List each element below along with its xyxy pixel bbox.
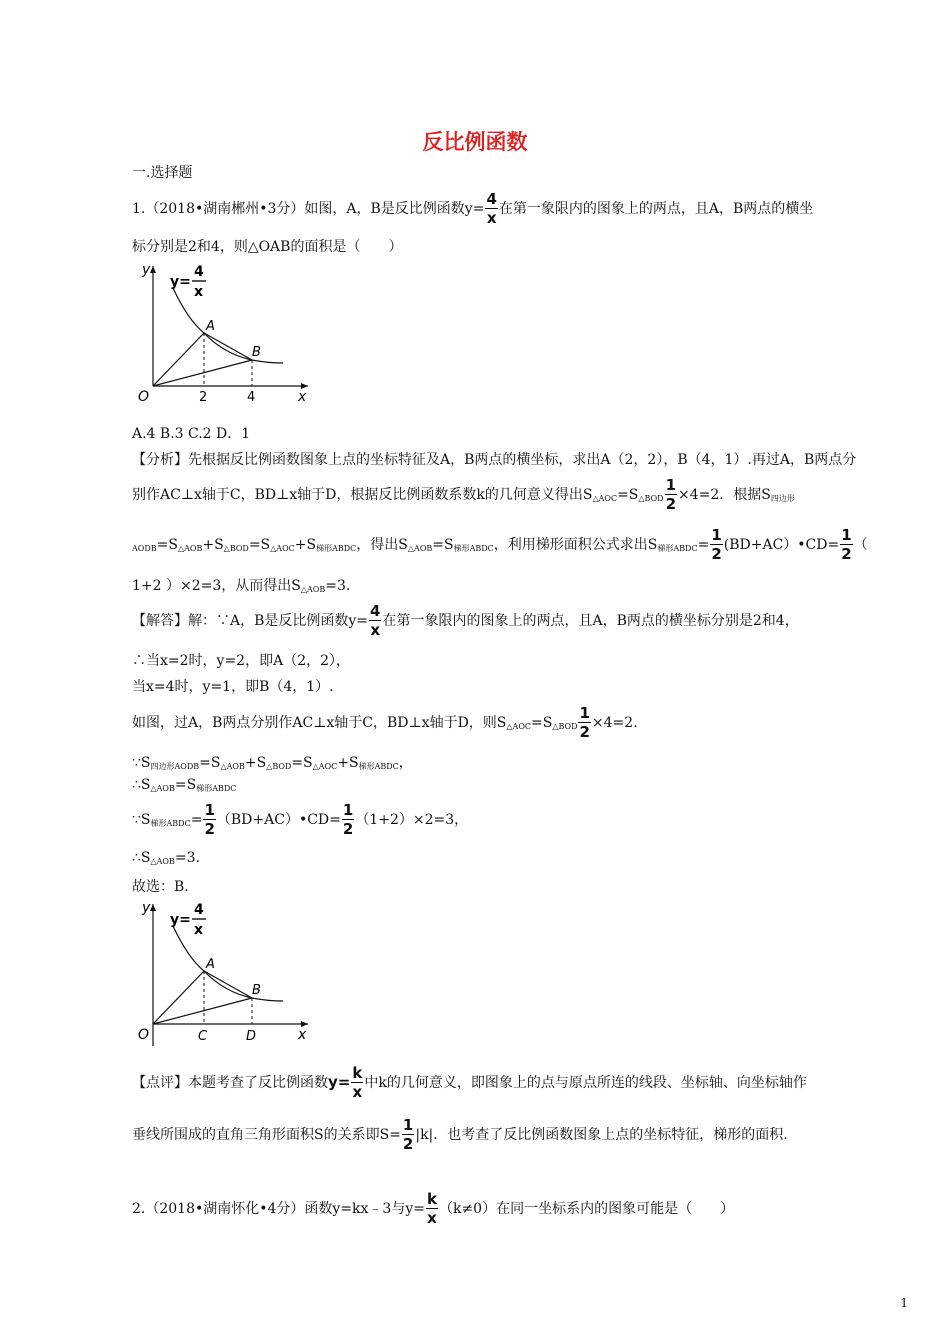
svg-text:4: 4: [194, 264, 204, 280]
question-1-line-2: 标分别是2和4，则△OAB的面积是（ ）: [132, 239, 403, 255]
svg-text:x: x: [298, 389, 307, 405]
question-1-line-1: 1.（2018•湖南郴州•3分）如图，A，B是反比例函数y= $\frac{4}{x}$ 在第一象限内的图象上的两点，且A，B两点的横坐: [132, 190, 814, 227]
solution-line-7: $\because S_{梯形ABDC}=$ $\frac{1}{2}$ （BD+AC）•CD= $\frac{1}{2}$ （1+2）×2=3，: [132, 801, 469, 838]
fraction-half: $\frac{1}{2}$: [342, 801, 354, 838]
solution-line-1: 【解答】解：∵A，B是反比例函数y= $\frac{4}{x}$ 在第一象限内的图象上的两点，且A，B两点的横坐标分别是2和4，: [132, 602, 799, 639]
fraction-half: $\frac{1}{2}$: [402, 1116, 414, 1153]
question-1-options: A.4 B.3 C.2 D．1: [132, 426, 251, 442]
fraction-4-over-x: $\frac{4}{x}$: [486, 190, 497, 227]
fraction-half: $\frac{1}{2}$: [204, 801, 215, 838]
fraction-half: $\frac{1}{2}$: [841, 526, 852, 563]
solution-line-2: ∴当x=2时，y=2，即A（2，2），: [132, 653, 351, 669]
graph-2: [128, 896, 318, 1048]
comment-line-1: 【点评】本题考查了反比例函数y= $\frac{k}{x}$ 中k的几何意义，即图象上的点与原点所连的线段、坐标轴、向坐标轴作: [132, 1064, 807, 1101]
svg-text:y=: y=: [170, 912, 191, 928]
analysis-line-3: $_{AODB}=S_{\triangle AOB}+S_{\triangle BOD}=S_{\triangle AOC}+S_{梯形ABDC}$，得出$S_{\triangle AOB}=S_{梯形ABDC}$，利用梯形面积公式求出$S_{梯形ABDC}=$ $\frac{1}{2}$ (BD+AC）•CD= $\frac{1}{2}$ （: [132, 526, 868, 563]
svg-text:O: O: [138, 389, 150, 405]
solution-line-5: $\because S_{四边形AODB}=S_{\triangle AOB}+S_{\triangle BOD}=S_{\triangle AOC}+S_{梯形ABDC}$，: [132, 755, 413, 771]
svg-text:A: A: [206, 319, 215, 334]
section-heading: 一.选择题: [132, 165, 193, 181]
svg-text:x: x: [298, 1027, 307, 1043]
page-number: 1: [900, 1296, 908, 1310]
fraction-half: $\frac{1}{2}$: [579, 704, 590, 741]
svg-text:y: y: [142, 900, 151, 916]
solution-line-8: $\therefore S_{\triangle AOB}=3$.: [132, 850, 200, 866]
svg-text:A: A: [206, 957, 215, 972]
hyperbola-curve: [173, 288, 283, 363]
svg-text:x: x: [194, 284, 204, 300]
analysis-line-2: 别作AC⊥x轴于C，BD⊥x轴于D，根据反比例函数系数k的几何意义得出$S_{\triangle AOC}=S_{\triangle BOD}$ $\frac{1}{2}$ ×4=2．根据$S_{四边形}$: [132, 476, 795, 513]
question-2: 2.（2018•湖南怀化•4分）函数y=kx﹣3与y= $\frac{k}{x}$ （k≠0）在同一坐标系内的图象可能是（ ）: [132, 1190, 735, 1227]
svg-text:D: D: [246, 1029, 257, 1044]
svg-text:4: 4: [194, 902, 204, 918]
page-title: 反比例函数: [422, 130, 528, 154]
svg-text:4: 4: [247, 390, 256, 405]
fraction-half: $\frac{1}{2}$: [711, 526, 722, 563]
fraction-half: $\frac{1}{2}$: [665, 476, 676, 513]
solution-line-3: 当x=4时，y=1，即B（4，1）.: [132, 679, 334, 695]
svg-text:y: y: [142, 262, 151, 278]
comment-line-2: 垂线所围成的直角三角形面积S的关系即S= $\frac{1}{2}$ |k|．也考查了反比例函数图象上点的坐标特征，梯形的面积.: [132, 1116, 788, 1153]
analysis-line-4: 1+2 ）×2=3，从而得出$S_{\triangle AOB}=3$.: [132, 578, 351, 594]
svg-text:x: x: [194, 922, 204, 938]
fraction-4-over-x: $\frac{4}{x}$: [370, 602, 381, 639]
svg-text:2: 2: [199, 390, 208, 405]
fraction-k-over-x: $\frac{k}{x}$: [426, 1190, 437, 1227]
svg-text:B: B: [252, 345, 261, 360]
svg-text:C: C: [198, 1029, 208, 1044]
hyperbola-curve: [173, 926, 283, 1001]
svg-text:O: O: [138, 1027, 150, 1043]
solution-answer: 故选：B.: [132, 879, 189, 895]
graph-1: [128, 258, 318, 408]
analysis-line-1: 【分析】先根据反比例函数图象上点的坐标特征及A，B两点的横坐标，求出A（2，2），B（4，1）.再过A，B两点分: [132, 452, 857, 468]
fraction-k-over-x: $\frac{k}{x}$: [352, 1064, 363, 1101]
svg-text:B: B: [252, 983, 261, 998]
solution-line-4: 如图，过A，B两点分别作AC⊥x轴于C，BD⊥x轴于D，则$S_{\triangle AOC}=S_{\triangle BOD}$ $\frac{1}{2}$ ×4=2.: [132, 704, 638, 741]
solution-line-6: $\therefore S_{\triangle AOB}=S_{梯形ABDC}$: [132, 777, 237, 793]
svg-text:y=: y=: [170, 274, 191, 290]
